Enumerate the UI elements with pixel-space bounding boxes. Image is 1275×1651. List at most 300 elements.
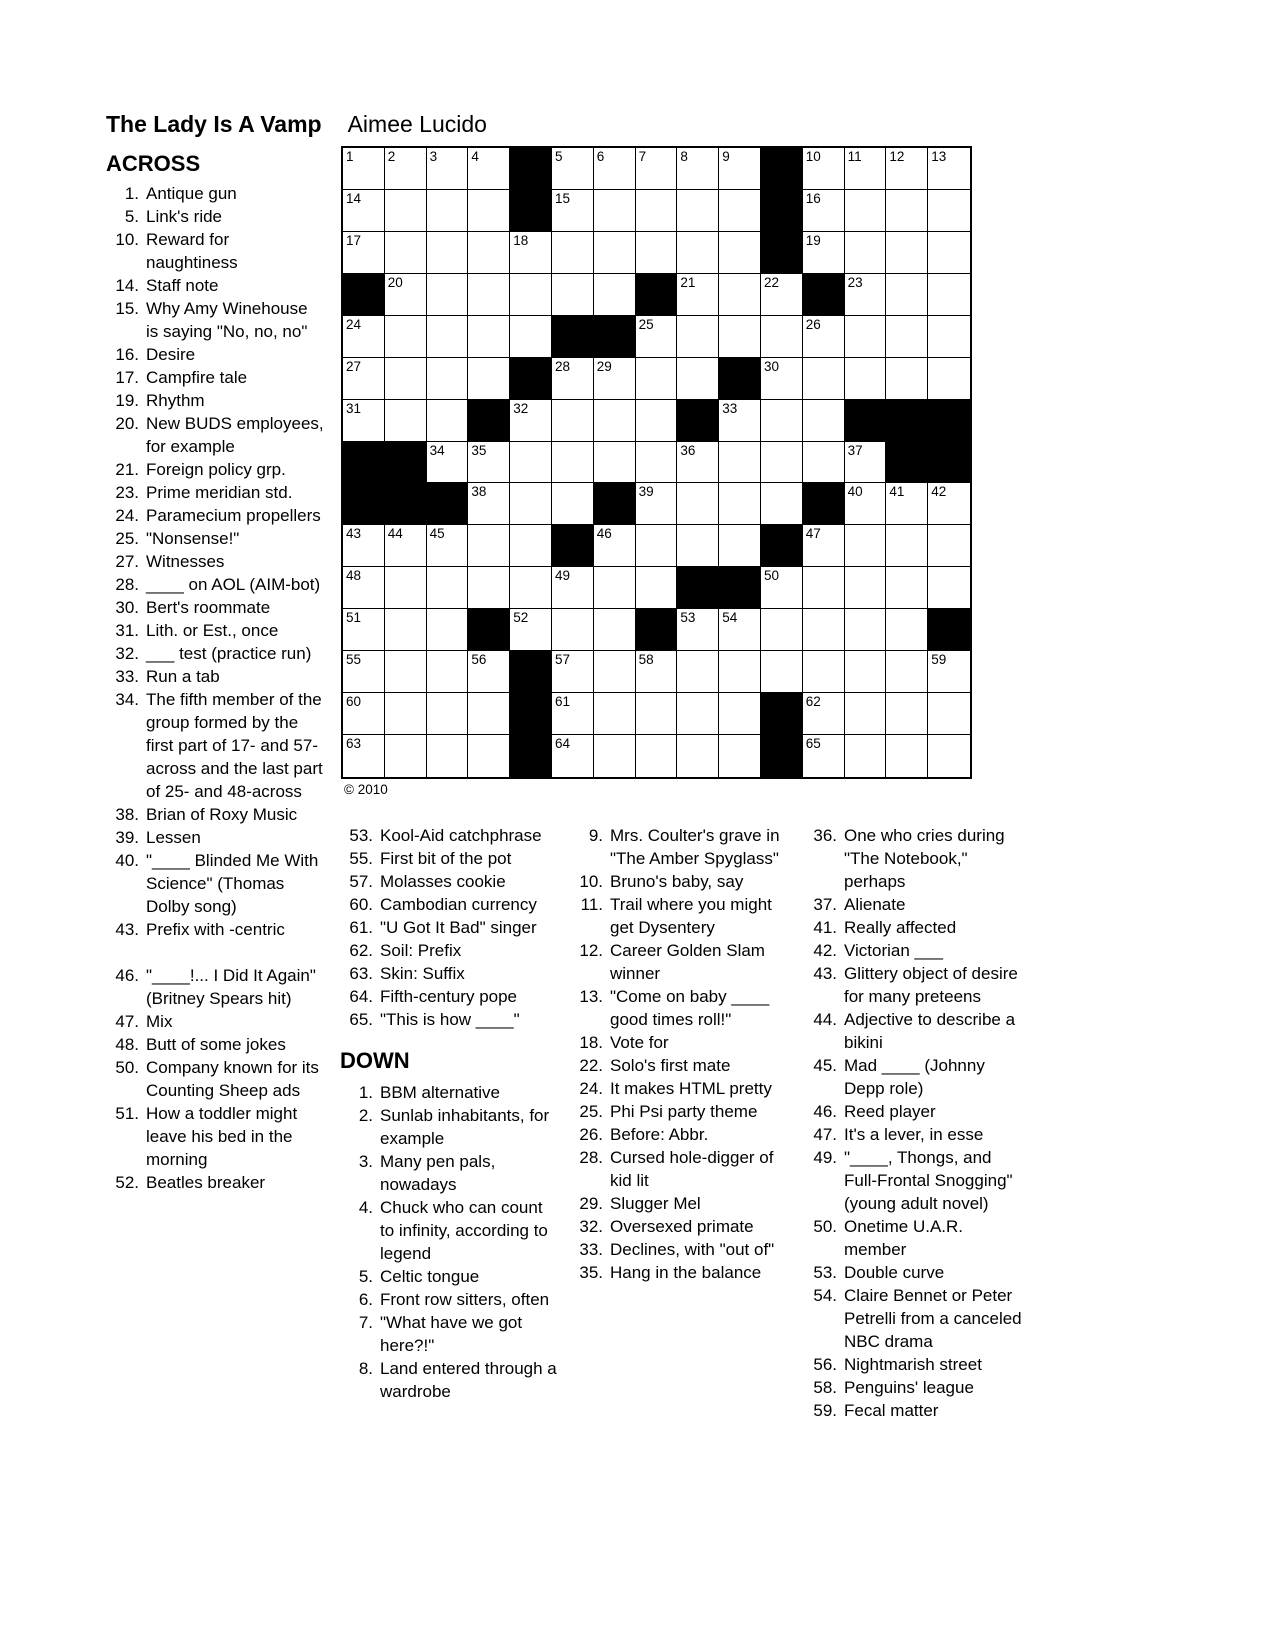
white-square[interactable] (552, 190, 594, 232)
white-square[interactable] (928, 316, 970, 358)
clue-number: 38. (115, 805, 139, 824)
square-number: 31 (346, 400, 362, 416)
white-square[interactable] (845, 483, 887, 525)
clue-text: "U Got It Bad" singer (380, 918, 537, 937)
white-square[interactable] (510, 483, 552, 525)
clue-item (570, 893, 788, 939)
white-square[interactable] (552, 400, 594, 442)
black-square (510, 651, 552, 693)
white-square[interactable] (385, 316, 427, 358)
white-square[interactable] (845, 609, 887, 651)
white-square[interactable] (594, 148, 636, 190)
white-square[interactable] (385, 148, 427, 190)
white-square[interactable] (636, 232, 678, 274)
clue-item (804, 1215, 1028, 1261)
white-square[interactable] (343, 316, 385, 358)
white-square[interactable] (803, 232, 845, 274)
white-square[interactable] (719, 190, 761, 232)
white-square[interactable] (719, 693, 761, 735)
clue-number: 32. (115, 644, 139, 663)
clue-item (804, 893, 1028, 916)
white-square[interactable] (928, 274, 970, 316)
white-square[interactable] (427, 567, 469, 609)
white-square[interactable] (636, 442, 678, 484)
white-square[interactable] (886, 148, 928, 190)
white-square[interactable] (677, 609, 719, 651)
white-square[interactable] (427, 358, 469, 400)
black-square (594, 316, 636, 358)
square-number: 59 (931, 652, 947, 668)
white-square[interactable] (761, 483, 803, 525)
white-square[interactable] (719, 735, 761, 777)
clue-text: "This is how ____" (380, 1010, 520, 1029)
clue-text: Soil: Prefix (380, 941, 462, 960)
white-square[interactable] (886, 190, 928, 232)
white-square[interactable] (845, 148, 887, 190)
clue-item (106, 803, 324, 826)
white-square[interactable] (385, 358, 427, 400)
clue-number: 33. (579, 1240, 603, 1259)
white-square[interactable] (677, 190, 719, 232)
clue-number: 6. (358, 1290, 373, 1309)
white-square[interactable] (594, 358, 636, 400)
clue-item (804, 1123, 1028, 1146)
clue-item (340, 870, 558, 893)
clue-item (340, 962, 558, 985)
clue-text: "____ Blinded Me With Science" (Thomas Dolby song) (146, 851, 319, 916)
square-number: 21 (680, 274, 696, 290)
white-square[interactable] (468, 525, 510, 567)
square-number: 6 (596, 149, 605, 164)
white-square[interactable] (552, 148, 594, 190)
square-number: 62 (805, 694, 821, 710)
white-square[interactable] (677, 525, 719, 567)
white-square[interactable] (343, 190, 385, 232)
white-square[interactable] (636, 483, 678, 525)
white-square[interactable] (803, 735, 845, 777)
white-square[interactable] (468, 358, 510, 400)
white-square[interactable] (468, 693, 510, 735)
clue-number: 25. (579, 1102, 603, 1121)
clue-text: Lessen (146, 828, 201, 847)
clue-text: Staff note (146, 276, 219, 295)
square-number: 50 (763, 568, 780, 584)
white-square[interactable] (928, 232, 970, 274)
clue-number: 10. (115, 230, 139, 249)
clue-text: Alienate (844, 895, 906, 914)
white-square[interactable] (552, 693, 594, 735)
white-square[interactable] (845, 651, 887, 693)
white-square[interactable] (719, 442, 761, 484)
white-square[interactable] (886, 358, 928, 400)
white-square[interactable] (719, 609, 761, 651)
clue-text: Nightmarish street (844, 1355, 982, 1374)
white-square[interactable] (427, 609, 469, 651)
square-number: 56 (471, 652, 487, 668)
black-square (636, 274, 678, 316)
white-square[interactable] (928, 358, 970, 400)
clue-number: 63. (349, 964, 373, 983)
black-square (761, 232, 803, 274)
white-square[interactable] (510, 316, 552, 358)
clue-number: 21. (115, 460, 139, 479)
white-square[interactable] (719, 148, 761, 190)
white-square[interactable] (803, 442, 845, 484)
clue-item (106, 964, 324, 1010)
white-square[interactable] (552, 651, 594, 693)
white-square[interactable] (719, 232, 761, 274)
white-square[interactable] (677, 693, 719, 735)
white-square[interactable] (468, 148, 510, 190)
square-number: 24 (346, 316, 362, 332)
clue-item (106, 918, 324, 941)
clue-item (106, 504, 324, 527)
clue-text: Glittery object of desire for many preteens (844, 964, 1018, 1006)
clue-text: Cursed hole-digger of kid lit (610, 1148, 774, 1190)
white-square[interactable] (468, 567, 510, 609)
white-square[interactable] (928, 693, 970, 735)
black-square (343, 442, 385, 484)
white-square[interactable] (928, 483, 970, 525)
black-square (677, 567, 719, 609)
white-square[interactable] (594, 274, 636, 316)
white-square[interactable] (468, 483, 510, 525)
white-square[interactable] (552, 274, 594, 316)
white-square[interactable] (468, 274, 510, 316)
white-square[interactable] (510, 274, 552, 316)
white-square[interactable] (803, 190, 845, 232)
white-square[interactable] (886, 232, 928, 274)
clue-number: 1. (358, 1083, 373, 1102)
clue-item (804, 1100, 1028, 1123)
clue-text: Why Amy Winehouse is saying "No, no, no" (146, 299, 308, 341)
white-square[interactable] (886, 609, 928, 651)
white-square[interactable] (385, 651, 427, 693)
white-square[interactable] (468, 442, 510, 484)
white-square[interactable] (845, 735, 887, 777)
white-square[interactable] (636, 651, 678, 693)
white-square[interactable] (636, 190, 678, 232)
clue-number: 5. (358, 1267, 373, 1286)
white-square[interactable] (928, 148, 970, 190)
white-square[interactable] (677, 651, 719, 693)
white-square[interactable] (845, 190, 887, 232)
square-number: 32 (513, 400, 529, 416)
white-square[interactable] (636, 148, 678, 190)
white-square[interactable] (385, 525, 427, 567)
square-number: 54 (722, 610, 738, 626)
white-square[interactable] (552, 609, 594, 651)
clue-text: Bert's roommate (146, 598, 271, 617)
white-square[interactable] (886, 693, 928, 735)
white-square[interactable] (468, 651, 510, 693)
clue-item (804, 939, 1028, 962)
white-square[interactable] (385, 232, 427, 274)
white-square[interactable] (845, 232, 887, 274)
white-square[interactable] (594, 567, 636, 609)
white-square[interactable] (594, 232, 636, 274)
white-square[interactable] (427, 442, 469, 484)
clue-number: 35. (579, 1263, 603, 1282)
white-square[interactable] (510, 525, 552, 567)
clue-number: 27. (115, 552, 139, 571)
clue-item (340, 847, 558, 870)
white-square[interactable] (343, 651, 385, 693)
white-square[interactable] (845, 274, 887, 316)
white-square[interactable] (552, 442, 594, 484)
clue-item (570, 1261, 788, 1284)
white-square[interactable] (427, 735, 469, 777)
white-square[interactable] (845, 693, 887, 735)
white-square[interactable] (343, 735, 385, 777)
white-square[interactable] (845, 525, 887, 567)
white-square[interactable] (803, 148, 845, 190)
black-square (552, 525, 594, 567)
white-square[interactable] (636, 316, 678, 358)
white-square[interactable] (385, 190, 427, 232)
clue-text: Witnesses (146, 552, 225, 571)
white-square[interactable] (385, 735, 427, 777)
white-square[interactable] (343, 567, 385, 609)
white-square[interactable] (803, 400, 845, 442)
clue-text: ___ test (practice run) (146, 644, 312, 663)
clue-number: 46. (115, 966, 139, 985)
puzzle-author: Aimee Lucido (347, 111, 487, 137)
clue-text: Skin: Suffix (380, 964, 465, 983)
square-number: 58 (638, 652, 654, 668)
white-square[interactable] (552, 567, 594, 609)
white-square[interactable] (845, 442, 887, 484)
clue-number: 57. (349, 872, 373, 891)
white-square[interactable] (427, 148, 469, 190)
white-square[interactable] (552, 735, 594, 777)
white-square[interactable] (343, 693, 385, 735)
white-square[interactable] (594, 735, 636, 777)
white-square[interactable] (343, 400, 385, 442)
white-square[interactable] (343, 148, 385, 190)
white-square[interactable] (719, 651, 761, 693)
white-square[interactable] (803, 693, 845, 735)
white-square[interactable] (803, 609, 845, 651)
white-square[interactable] (427, 525, 469, 567)
white-square[interactable] (719, 400, 761, 442)
white-square[interactable] (552, 358, 594, 400)
white-square[interactable] (677, 483, 719, 525)
white-square[interactable] (594, 651, 636, 693)
clue-text: Vote for (610, 1033, 669, 1052)
clue-text: First bit of the pot (380, 849, 512, 868)
black-square (803, 483, 845, 525)
white-square[interactable] (845, 358, 887, 400)
square-number: 53 (680, 610, 696, 626)
clue-item (106, 389, 324, 412)
white-square[interactable] (803, 316, 845, 358)
white-square[interactable] (719, 483, 761, 525)
white-square[interactable] (761, 442, 803, 484)
black-square (761, 190, 803, 232)
white-square[interactable] (343, 525, 385, 567)
white-square[interactable] (510, 232, 552, 274)
white-square[interactable] (886, 274, 928, 316)
across-clue-list-continued (340, 824, 558, 1031)
white-square[interactable] (928, 190, 970, 232)
clue-item (804, 824, 1028, 893)
white-square[interactable] (845, 316, 887, 358)
white-square[interactable] (677, 316, 719, 358)
white-square[interactable] (427, 316, 469, 358)
white-square[interactable] (928, 651, 970, 693)
white-square[interactable] (677, 735, 719, 777)
white-square[interactable] (886, 316, 928, 358)
white-square[interactable] (803, 567, 845, 609)
clue-item (106, 228, 324, 274)
white-square[interactable] (636, 358, 678, 400)
clue-item (106, 642, 324, 665)
clue-text: Mrs. Coulter's grave in "The Amber Spyglass" (610, 826, 780, 868)
white-square[interactable] (427, 400, 469, 442)
clue-item (106, 481, 324, 504)
white-square[interactable] (594, 693, 636, 735)
white-square[interactable] (928, 567, 970, 609)
white-square[interactable] (803, 525, 845, 567)
clue-text: Oversexed primate (610, 1217, 754, 1236)
clue-text: Declines, with "out of" (610, 1240, 775, 1259)
white-square[interactable] (510, 567, 552, 609)
black-square (719, 567, 761, 609)
white-square[interactable] (343, 232, 385, 274)
white-square[interactable] (343, 358, 385, 400)
white-square[interactable] (427, 651, 469, 693)
white-square[interactable] (636, 400, 678, 442)
white-square[interactable] (845, 567, 887, 609)
clue-item (340, 1265, 558, 1288)
black-square (385, 483, 427, 525)
clue-text: Brian of Roxy Music (146, 805, 298, 824)
clue-number: 53. (349, 826, 373, 845)
square-number: 28 (554, 358, 571, 374)
clue-item (570, 1146, 788, 1192)
white-square[interactable] (928, 525, 970, 567)
clue-text: Antique gun (146, 184, 237, 203)
square-number: 29 (596, 358, 612, 374)
clue-number: 23. (115, 483, 139, 502)
clue-column-3 (570, 820, 788, 1284)
clue-item (340, 1104, 558, 1150)
white-square[interactable] (677, 274, 719, 316)
white-square[interactable] (636, 525, 678, 567)
white-square[interactable] (510, 442, 552, 484)
white-square[interactable] (761, 651, 803, 693)
clue-number: 42. (813, 941, 837, 960)
white-square[interactable] (385, 567, 427, 609)
white-square[interactable] (594, 525, 636, 567)
clue-item (340, 916, 558, 939)
white-square[interactable] (719, 316, 761, 358)
white-square[interactable] (719, 274, 761, 316)
square-number: 5 (554, 149, 563, 164)
white-square[interactable] (343, 609, 385, 651)
white-square[interactable] (761, 567, 803, 609)
white-square[interactable] (427, 693, 469, 735)
white-square[interactable] (803, 651, 845, 693)
white-square[interactable] (552, 232, 594, 274)
white-square[interactable] (510, 400, 552, 442)
white-square[interactable] (385, 400, 427, 442)
white-square[interactable] (761, 358, 803, 400)
black-square (761, 693, 803, 735)
white-square[interactable] (510, 609, 552, 651)
white-square[interactable] (427, 190, 469, 232)
clue-text: Fifth-century pope (380, 987, 518, 1006)
white-square[interactable] (886, 651, 928, 693)
white-square[interactable] (468, 735, 510, 777)
white-square[interactable] (427, 274, 469, 316)
clue-text: "____!... I Did It Again" (Britney Spears hit) (146, 966, 316, 1008)
clue-text: Before: Abbr. (610, 1125, 709, 1144)
white-square[interactable] (886, 483, 928, 525)
clue-item (570, 985, 788, 1031)
white-square[interactable] (928, 735, 970, 777)
white-square[interactable] (761, 316, 803, 358)
white-square[interactable] (385, 693, 427, 735)
white-square[interactable] (468, 316, 510, 358)
white-square[interactable] (468, 232, 510, 274)
white-square[interactable] (636, 567, 678, 609)
white-square[interactable] (761, 274, 803, 316)
square-number: 34 (429, 442, 445, 458)
white-square[interactable] (552, 483, 594, 525)
white-square[interactable] (427, 232, 469, 274)
white-square[interactable] (594, 190, 636, 232)
white-square[interactable] (594, 442, 636, 484)
down-heading: DOWN (340, 1048, 410, 1073)
white-square[interactable] (594, 609, 636, 651)
white-square[interactable] (636, 693, 678, 735)
clue-number: 58. (813, 1378, 837, 1397)
square-number: 18 (513, 232, 529, 248)
clue-text: "What have we got here?!" (380, 1313, 523, 1355)
clue-item (340, 824, 558, 847)
clue-text: Many pen pals, nowadays (380, 1152, 496, 1194)
black-square (845, 400, 887, 442)
white-square[interactable] (385, 274, 427, 316)
white-square[interactable] (886, 567, 928, 609)
white-square[interactable] (594, 400, 636, 442)
white-square[interactable] (636, 735, 678, 777)
white-square[interactable] (468, 190, 510, 232)
clue-item (340, 1288, 558, 1311)
white-square[interactable] (677, 442, 719, 484)
white-square[interactable] (886, 525, 928, 567)
clue-number: 1. (124, 184, 139, 203)
clue-number: 50. (115, 1058, 139, 1077)
clue-item (106, 665, 324, 688)
white-square[interactable] (886, 735, 928, 777)
clue-text: Trail where you might get Dysentery (610, 895, 772, 937)
white-square[interactable] (803, 358, 845, 400)
white-square[interactable] (761, 609, 803, 651)
white-square[interactable] (677, 148, 719, 190)
white-square[interactable] (385, 609, 427, 651)
white-square[interactable] (677, 232, 719, 274)
white-square[interactable] (719, 525, 761, 567)
square-number: 11 (847, 149, 862, 164)
clue-text: Campfire tale (146, 368, 248, 387)
white-square[interactable] (677, 358, 719, 400)
clue-item (340, 1311, 558, 1357)
clue-number: 13. (579, 987, 603, 1006)
white-square[interactable] (761, 400, 803, 442)
